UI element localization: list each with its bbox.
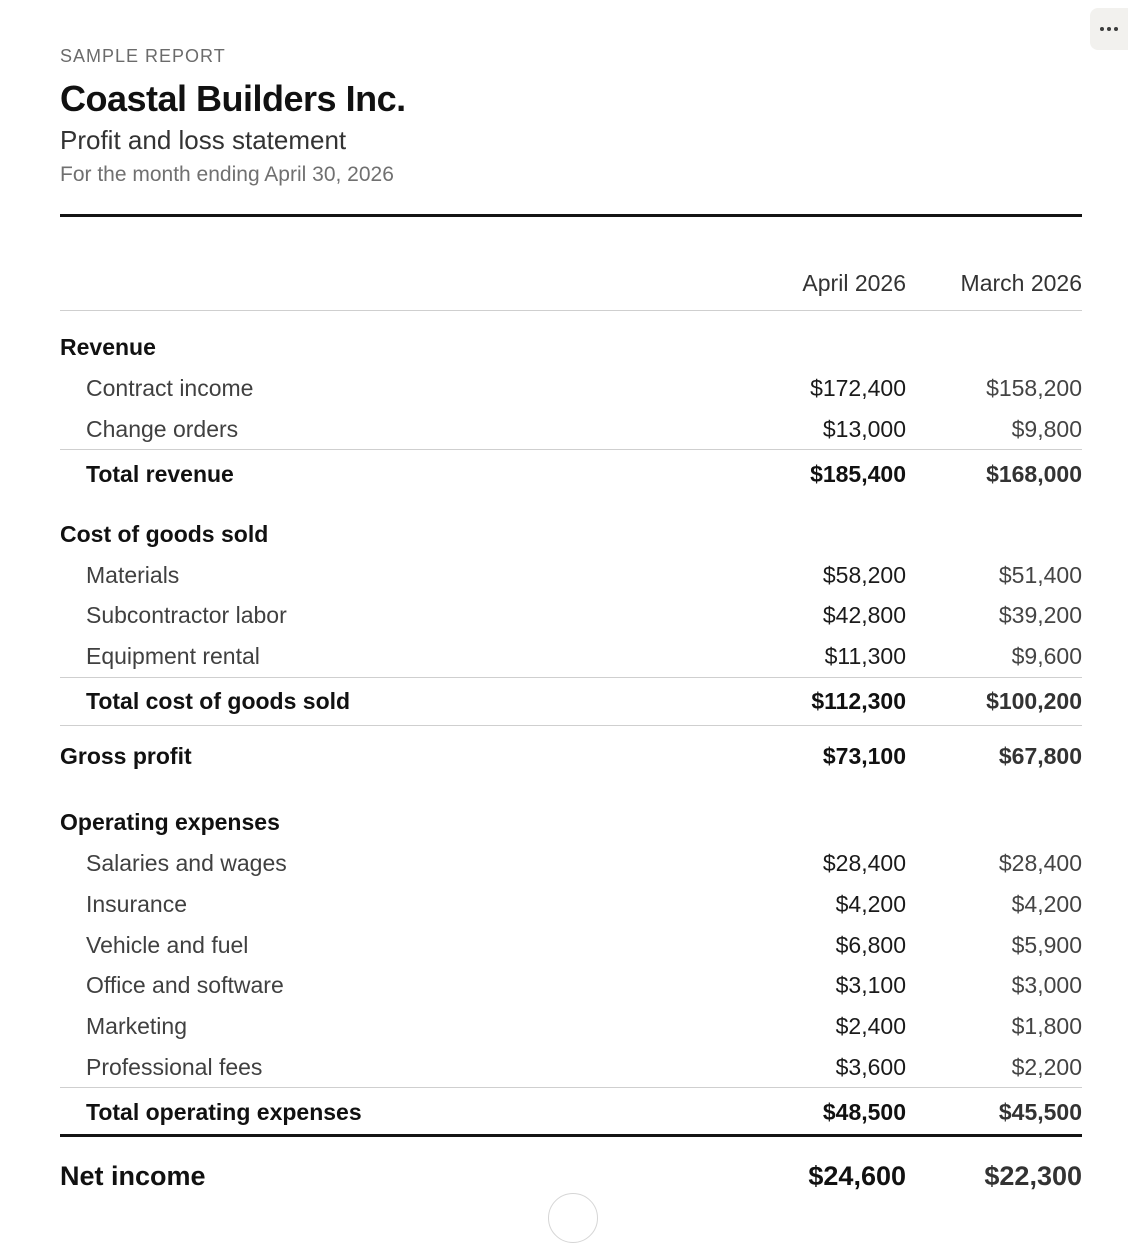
row-label: Total operating expenses bbox=[86, 1099, 362, 1125]
row-value-april: $13,000 bbox=[822, 416, 906, 442]
table-row bbox=[60, 555, 1082, 595]
row-label: Total revenue bbox=[86, 461, 234, 487]
column-header-april: April 2026 bbox=[802, 270, 906, 296]
table-row bbox=[60, 965, 1082, 1005]
table-row bbox=[60, 595, 1082, 635]
row-divider bbox=[60, 677, 1082, 678]
row-value-april: $24,600 bbox=[808, 1161, 906, 1191]
row-label: Equipment rental bbox=[86, 643, 260, 669]
table-row bbox=[60, 925, 1082, 965]
gross-profit-row bbox=[60, 736, 1082, 776]
row-value-march: $9,600 bbox=[1011, 643, 1082, 669]
total-row-revenue bbox=[60, 454, 1082, 494]
row-value-april: $28,400 bbox=[822, 850, 906, 876]
total-row-opex bbox=[60, 1092, 1082, 1132]
net-income-row bbox=[60, 1156, 1082, 1196]
table-row bbox=[60, 1006, 1082, 1046]
table-row bbox=[60, 843, 1082, 883]
section-heading-cogs bbox=[60, 514, 1082, 554]
row-value-march: $1,800 bbox=[1011, 1013, 1082, 1039]
more-horizontal-icon bbox=[1100, 27, 1118, 31]
row-label: Total cost of goods sold bbox=[86, 688, 351, 714]
row-value-march: $45,500 bbox=[998, 1099, 1082, 1125]
row-value-march: $4,200 bbox=[1011, 891, 1082, 917]
row-value-march: $28,400 bbox=[998, 850, 1082, 876]
row-value-april: $185,400 bbox=[810, 461, 906, 487]
row-label: Net income bbox=[60, 1161, 206, 1191]
row-value-april: $58,200 bbox=[822, 562, 906, 588]
row-value-april: $48,500 bbox=[822, 1099, 906, 1125]
row-value-april: $3,100 bbox=[835, 972, 906, 998]
header-divider bbox=[60, 214, 1082, 217]
report-title: Profit and loss statement bbox=[60, 125, 347, 155]
section-label: Operating expenses bbox=[60, 809, 280, 835]
row-label: Subcontractor labor bbox=[86, 602, 287, 628]
table-row bbox=[60, 368, 1082, 408]
table-row bbox=[60, 409, 1082, 449]
row-value-april: $11,300 bbox=[824, 643, 906, 669]
row-divider bbox=[60, 725, 1082, 726]
row-label: Materials bbox=[86, 562, 180, 588]
table-row bbox=[60, 1047, 1082, 1087]
row-label: Change orders bbox=[86, 416, 239, 442]
row-value-march: $22,300 bbox=[984, 1161, 1082, 1191]
row-label: Insurance bbox=[86, 891, 188, 917]
row-value-april: $2,400 bbox=[835, 1013, 906, 1039]
row-divider bbox=[60, 449, 1082, 450]
section-heading-revenue bbox=[60, 327, 1082, 367]
section-heading-opex bbox=[60, 802, 1082, 842]
company-name: Coastal Builders Inc. bbox=[60, 78, 406, 119]
table-row bbox=[60, 636, 1082, 676]
row-label: Professional fees bbox=[86, 1054, 263, 1080]
net-income-divider bbox=[60, 1134, 1082, 1137]
row-value-april: $42,800 bbox=[822, 602, 906, 628]
row-value-march: $67,800 bbox=[998, 743, 1082, 769]
row-value-march: $51,400 bbox=[998, 562, 1082, 588]
column-header-march: March 2026 bbox=[960, 270, 1082, 296]
more-options-button[interactable] bbox=[1090, 8, 1128, 50]
row-value-march: $39,200 bbox=[998, 602, 1082, 628]
row-label: Contract income bbox=[86, 375, 254, 401]
section-label: Cost of goods sold bbox=[60, 521, 269, 547]
row-value-april: $73,100 bbox=[822, 743, 906, 769]
section-label: Revenue bbox=[60, 334, 156, 360]
row-divider bbox=[60, 1087, 1082, 1088]
report-period: For the month ending April 30, 2026 bbox=[60, 163, 394, 186]
row-value-march: $100,200 bbox=[986, 688, 1082, 714]
report-eyebrow: SAMPLE REPORT bbox=[60, 46, 226, 66]
row-value-april: $4,200 bbox=[835, 891, 906, 917]
row-value-april: $172,400 bbox=[810, 375, 906, 401]
row-value-march: $5,900 bbox=[1011, 932, 1082, 958]
row-value-april: $3,600 bbox=[835, 1054, 906, 1080]
column-header-divider bbox=[60, 310, 1082, 311]
row-value-march: $2,200 bbox=[1011, 1054, 1082, 1080]
row-label: Office and software bbox=[86, 972, 284, 998]
total-row-cogs bbox=[60, 681, 1082, 721]
column-header-row bbox=[60, 263, 1082, 303]
row-label: Salaries and wages bbox=[86, 850, 287, 876]
row-value-march: $9,800 bbox=[1011, 416, 1082, 442]
row-value-april: $112,300 bbox=[811, 688, 906, 714]
row-value-april: $6,800 bbox=[835, 932, 906, 958]
row-value-march: $158,200 bbox=[986, 375, 1082, 401]
row-value-march: $168,000 bbox=[986, 461, 1082, 487]
row-label: Gross profit bbox=[60, 743, 192, 769]
scroll-down-button[interactable] bbox=[548, 1193, 598, 1243]
row-value-march: $3,000 bbox=[1011, 972, 1082, 998]
row-label: Vehicle and fuel bbox=[86, 932, 249, 958]
table-row bbox=[60, 884, 1082, 924]
row-label: Marketing bbox=[86, 1013, 187, 1039]
